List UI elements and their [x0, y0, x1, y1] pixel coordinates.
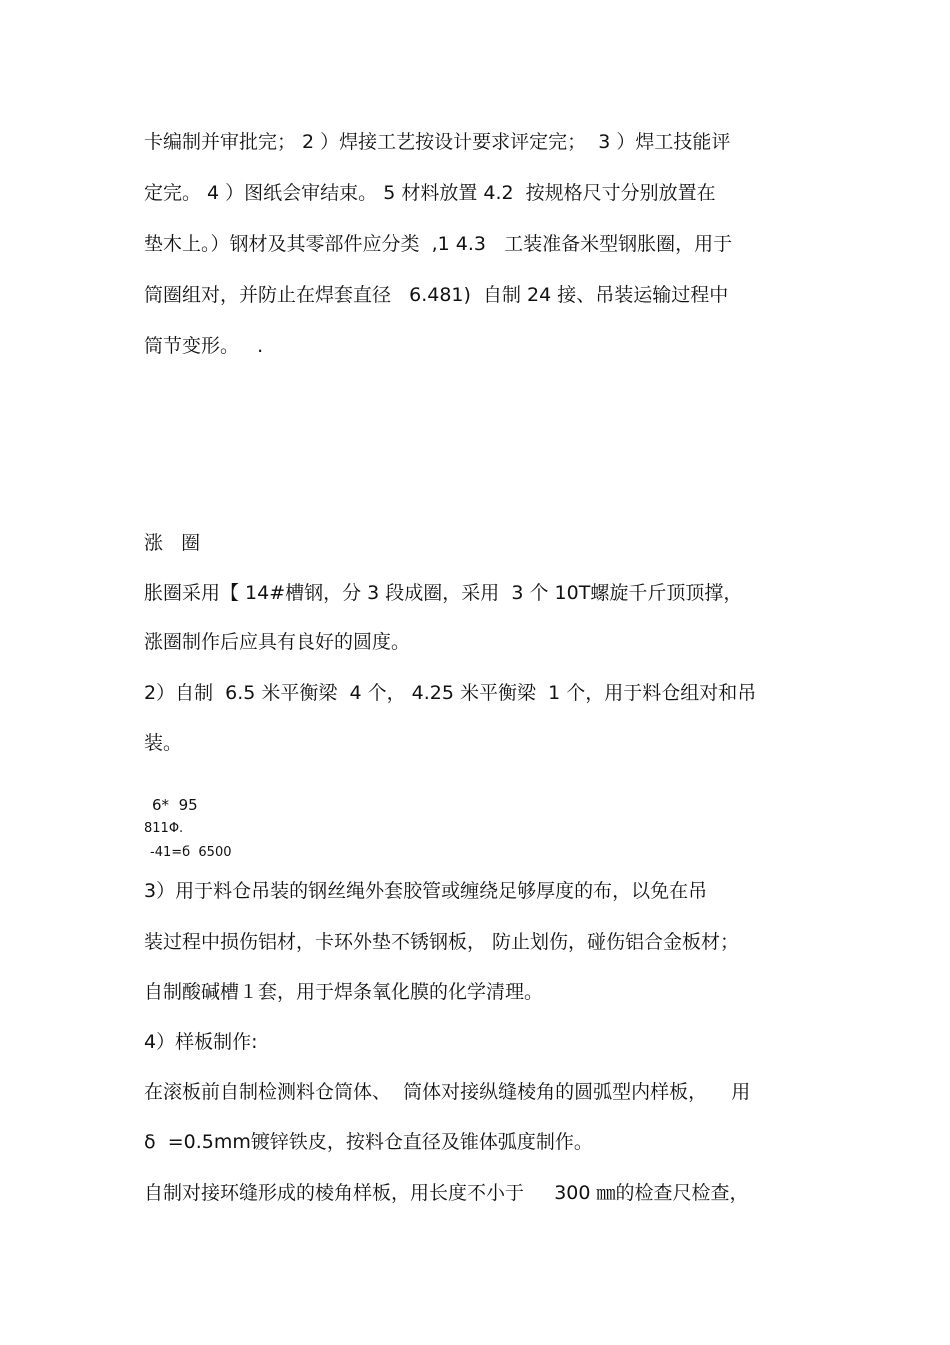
text-line: 在滚板前自制检测料仓筒体、 筒体对接纵缝棱角的圆弧型内样板， 用 [144, 1081, 751, 1103]
figure-label: -41=б 6500 [150, 845, 232, 860]
text-line: 自制酸碱槽１套，用于焊条氧化膜的化学清理。 [144, 981, 544, 1003]
text-line: δ =0.5mm镀锌铁皮，按料仓直径及锥体弧度制作。 [144, 1131, 593, 1153]
text-line: 装过程中损伤铝材，卡环外垫不锈钢板， 防止划伤，碰伤铝合金板材； [144, 931, 740, 953]
text-line: 涨圈制作后应具有良好的圆度。 [144, 631, 411, 653]
text-line: 2）自制 6.5 米平衡梁 4 个， 4.25 米平衡梁 1 个，用于料仓组对和吊 [144, 682, 757, 704]
text-line: 筒圈组对，并防止在焊套直径 6.481) 自制 24 接、吊装运输过程中 [144, 284, 729, 306]
figure-label: 6* 95 [152, 796, 198, 814]
figure-label: 811Φ. [144, 821, 184, 836]
text-line: 筒节变形。 . [144, 335, 264, 357]
text-line: 4）样板制作: [144, 1031, 258, 1053]
text-line: 垫木上。）钢材及其零部件应分类 ,1 4.3 工装准备米型钢胀圈，用于 [144, 233, 733, 255]
text-line: 装。 [144, 732, 183, 754]
section-heading: 涨 圈 [144, 532, 201, 554]
text-line: 3）用于料仓吊装的钢丝绳外套胶管或缠绕足够厚度的布，以免在吊 [144, 880, 708, 902]
text-line: 胀圈采用【 14#槽钢，分 3 段成圈，采用 3 个 10T螺旋千斤顶顶撑， [144, 582, 743, 604]
text-line: 卡编制并审批完； 2 ）焊接工艺按设计要求评定完； 3 ）焊工技能评 [144, 131, 731, 153]
text-line: 自制对接环缝形成的棱角样板，用长度不小于 300 ㎜的检查尺检查， [144, 1182, 749, 1204]
text-line: 定完。 4 ）图纸会审结束。 5 材料放置 4.2 按规格尺寸分别放置在 [144, 182, 716, 204]
